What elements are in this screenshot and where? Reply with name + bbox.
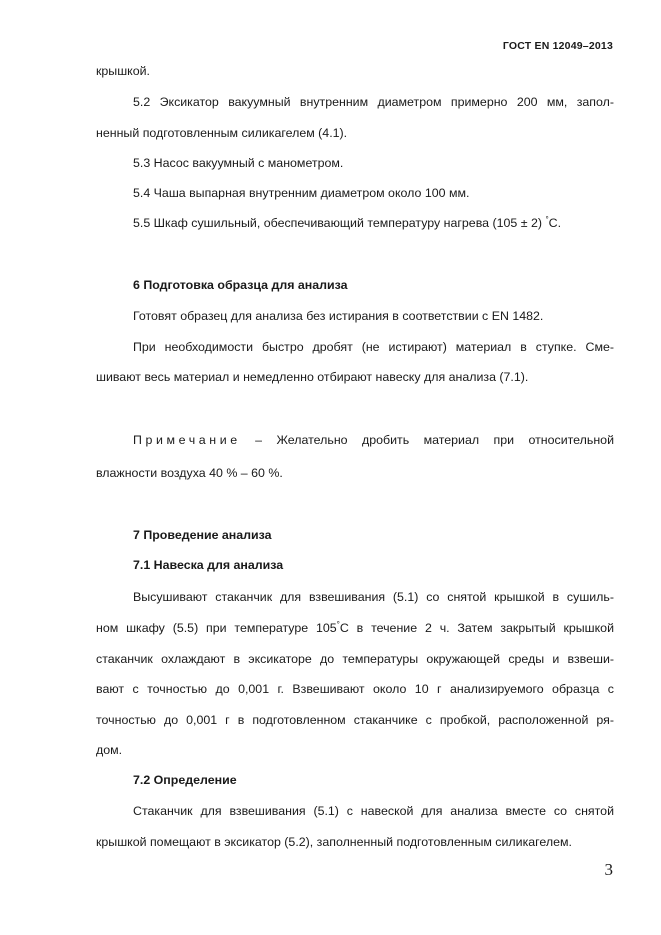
text-line: дом. xyxy=(96,743,123,757)
text-line: 5.3 Насос вакуумный с манометром. xyxy=(133,156,344,170)
note-text: – Желательно дробить материал при относительной xyxy=(255,433,614,447)
text-fragment: C в течение 2 ч. Затем закрытый крышкой xyxy=(339,621,614,635)
degree-sign: ° xyxy=(545,215,549,224)
text-fragment: C. xyxy=(548,216,562,230)
text-line xyxy=(133,216,614,230)
text-line: ненный подготовленным силикагелем (4.1). xyxy=(96,126,348,140)
standard-code: ГОСТ EN 12049–2013 xyxy=(502,40,613,52)
text-line xyxy=(96,621,614,635)
text-line: Готовят образец для анализа без истирания в соответствии с EN 1482. xyxy=(133,309,544,323)
text-line: крышкой помещают в эксикатор (5.2), заполненный подготовленным силикагелем. xyxy=(96,835,572,849)
text-line: вают с точностью до 0,001 г. Взвешивают около 10 г анализируемого образца с xyxy=(96,682,614,696)
text-line: стаканчик охлаждают в эксикаторе до температуры окружающей среды и взвеши- xyxy=(96,652,614,666)
text-line: 5.4 Чаша выпарная внутренним диаметром около 100 мм. xyxy=(133,186,470,200)
degree-sign: ° xyxy=(336,620,340,629)
subsection-heading: 7.2 Определение xyxy=(133,773,237,787)
text-fragment: ном шкафу (5.5) при температуре 105 xyxy=(96,621,337,635)
note-line: влажности воздуха 40 % – 60 %. xyxy=(96,466,283,480)
section-heading: 7 Проведение анализа xyxy=(133,528,272,542)
page-number: 3 xyxy=(604,860,613,879)
text-line: шивают весь материал и немедленно отбирают навеску для анализа (7.1). xyxy=(96,370,529,384)
note-line xyxy=(133,433,614,447)
text-line: 5.2 Эксикатор вакуумный внутренним диаметром примерно 200 мм, запол- xyxy=(133,95,614,109)
note-label: Примечание xyxy=(133,433,241,447)
text-line: При необходимости быстро дробят (не истирают) материал в ступке. Сме- xyxy=(133,340,614,354)
text-line: Стаканчик для взвешивания (5.1) с навеской для анализа вместе со снятой xyxy=(133,804,614,818)
text-line: крышкой. xyxy=(96,64,150,78)
subsection-heading: 7.1 Навеска для анализа xyxy=(133,558,284,572)
section-heading: 6 Подготовка образца для анализа xyxy=(133,278,348,292)
text-line: Высушивают стаканчик для взвешивания (5.1) со снятой крышкой в сушиль- xyxy=(133,590,614,604)
text-line: точностью до 0,001 г в подготовленном стаканчике с пробкой, расположенной ря- xyxy=(96,713,614,727)
text-fragment: 5.5 Шкаф сушильный, обеспечивающий температуру нагрева (105 ± 2) xyxy=(133,216,542,230)
